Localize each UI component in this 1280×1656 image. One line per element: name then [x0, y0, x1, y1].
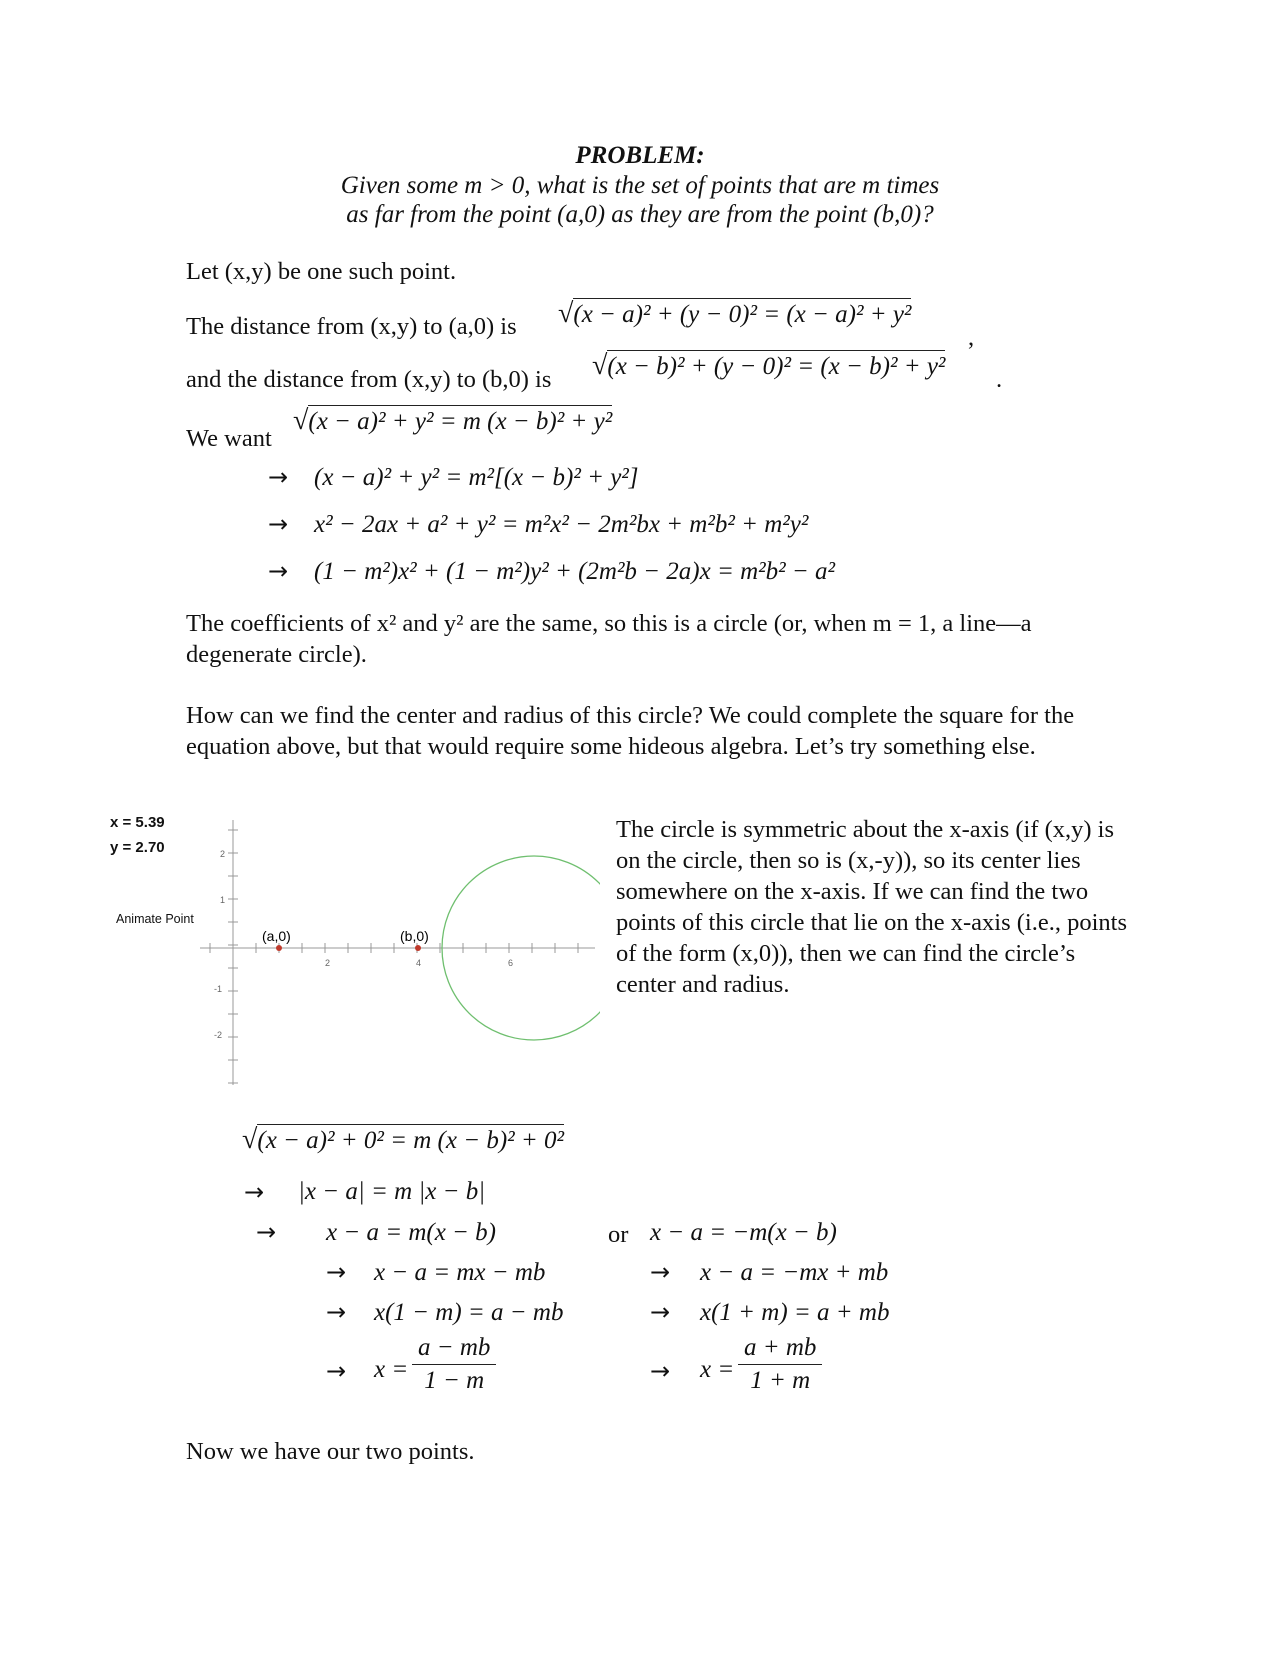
case-left-x-equals: x = — [374, 1356, 409, 1383]
case-right-2: x − a = −mx + mb — [700, 1259, 889, 1286]
we-want-expression: (x − a)² + y² = m (x − b)² + y² — [308, 405, 612, 435]
right-numerator: a + mb — [738, 1334, 822, 1365]
y-tick-1: 1 — [220, 895, 226, 905]
distance-b-expression: (x − b)² + (y − 0)² = (x − b)² + y² — [607, 350, 945, 380]
derivation-step-1: (x − a)² + y² = m²[(x − b)² + y²] — [314, 464, 639, 491]
circle-figure — [200, 820, 600, 1090]
distance-b-period: . — [996, 366, 1003, 393]
x-tick-2: 2 — [325, 958, 331, 968]
case-right-3: x(1 + m) = a + mb — [700, 1299, 890, 1326]
center-radius-paragraph: How can we find the center and radius of this circle? We could complete the square for the equation above, but that would require some hideous algebra. Let’s try something else. — [186, 702, 1075, 760]
closing-sentence: Now we have our two points. — [186, 1438, 475, 1465]
arrow-10: → — [326, 1357, 347, 1385]
right-denominator: 1 + m — [750, 1367, 811, 1394]
derivation-step-2: x² − 2ax + a² + y² = m²x² − 2m²bx + m²b² + m²y² — [314, 511, 809, 538]
we-want-prefix: We want — [186, 425, 272, 452]
problem-line-2: as far from the point (a,0) as they are from the point (b,0)? — [346, 201, 934, 228]
y-coordinate-readout: y = 2.70 — [110, 839, 165, 856]
arrow-4: → — [244, 1178, 265, 1206]
or-label: or — [608, 1221, 629, 1248]
animate-point-button[interactable]: Animate Point — [116, 912, 194, 926]
left-numerator: a − mb — [412, 1334, 496, 1365]
distance-a-comma: , — [968, 324, 975, 351]
case-left-2: x − a = mx − mb — [374, 1259, 546, 1286]
point-b-label: (b,0) — [400, 928, 429, 944]
arrow-9: → — [650, 1298, 671, 1326]
distance-b-prefix: and the distance from (x,y) to (b,0) is — [186, 366, 552, 393]
x-coordinate-readout: x = 5.39 — [110, 814, 165, 831]
case-right-x-equals: x = — [700, 1356, 735, 1383]
problem-line-1: Given some m > 0, what is the set of points that are m times — [340, 172, 940, 199]
point-a-label: (a,0) — [262, 928, 291, 944]
case-left-1: x − a = m(x − b) — [326, 1219, 497, 1246]
arrow-2: → — [268, 510, 289, 538]
case-right-1: x − a = −m(x − b) — [650, 1219, 837, 1246]
point-b[interactable] — [415, 945, 421, 951]
let-statement: Let (x,y) be one such point. — [186, 258, 457, 285]
x-tick-6: 6 — [508, 958, 514, 968]
distance-a-prefix: The distance from (x,y) to (a,0) is — [186, 313, 517, 340]
arrow-7: → — [650, 1258, 671, 1286]
y-tick-neg1: -1 — [214, 984, 223, 994]
x-tick-4: 4 — [416, 958, 422, 968]
absolute-value-equation: |x − a| = m |x − b| — [298, 1178, 486, 1205]
y-tick-2: 2 — [220, 849, 226, 859]
symmetry-paragraph: The circle is symmetric about the x-axis (if (x,y) is on the circle, then so is (x,-y)), so its center lies somewhere on the x-axis. If we can find the two points of this circle that lie on the x-axis (i.e., points of the form (x,0)), then we can find the circle’s center and radius. — [616, 816, 1127, 998]
problem-heading: PROBLEM: — [575, 142, 705, 169]
arrow-5: → — [256, 1218, 277, 1246]
left-denominator: 1 − m — [424, 1367, 485, 1394]
distance-a-expression: (x − a)² + (y − 0)² = (x − a)² + y² — [573, 298, 911, 328]
y-tick-neg2: -2 — [214, 1030, 223, 1040]
derivation-step-3: (1 − m²)x² + (1 − m²)y² + (2m²b − 2a)x = m²b² − a² — [314, 558, 836, 585]
case-left-3: x(1 − m) = a − mb — [374, 1299, 564, 1326]
arrow-3: → — [268, 557, 289, 585]
arrow-11: → — [650, 1357, 671, 1385]
coefficients-paragraph: The coefficients of x² and y² are the same, so this is a circle (or, when m = 1, a line—a degenerate circle). — [186, 610, 1032, 668]
point-a[interactable] — [276, 945, 282, 951]
arrow-1: → — [268, 463, 289, 491]
axis-equation: (x − a)² + 0² = m (x − b)² + 0² — [257, 1124, 564, 1154]
arrow-8: → — [326, 1298, 347, 1326]
arrow-6: → — [326, 1258, 347, 1286]
